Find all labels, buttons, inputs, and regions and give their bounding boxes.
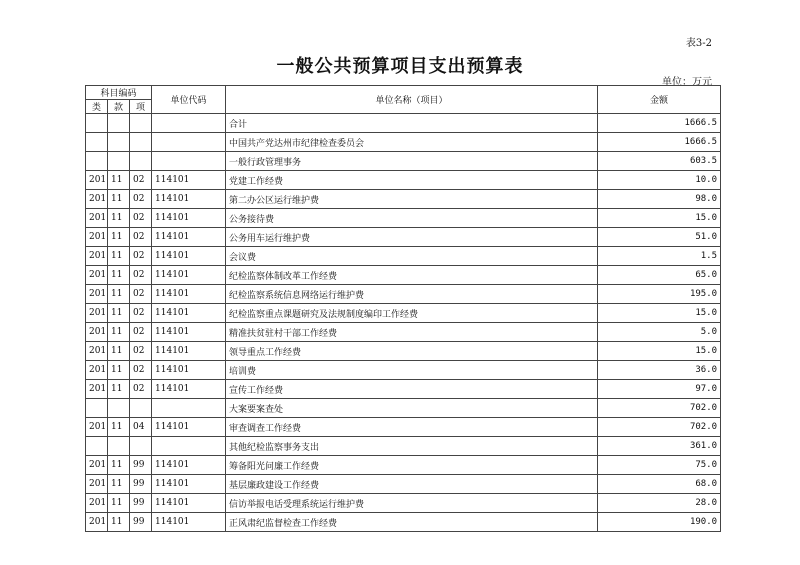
cell-unit-code: 114101: [152, 513, 226, 532]
cell-unit-code: 114101: [152, 228, 226, 247]
cell-amount: 97.0: [598, 380, 721, 399]
cell-xiang: 99: [130, 513, 152, 532]
cell-unit-code: [152, 437, 226, 456]
cell-xiang: 02: [130, 190, 152, 209]
table-row: [86, 380, 721, 399]
cell-unit-code: 114101: [152, 209, 226, 228]
cell-amount: 1.5: [598, 247, 721, 266]
cell-unit-code: 114101: [152, 342, 226, 361]
cell-unit-name: 精准扶贫驻村干部工作经费: [226, 323, 598, 342]
cell-amount: 28.0: [598, 494, 721, 513]
header-unit-name: 单位名称（项目）: [226, 86, 598, 114]
budget-table: [85, 85, 721, 532]
cell-unit-name: 党建工作经费: [226, 171, 598, 190]
cell-amount: 361.0: [598, 437, 721, 456]
table-number: 表3-2: [685, 38, 712, 49]
cell-xiang: 99: [130, 494, 152, 513]
header-lei: 类: [86, 100, 108, 114]
cell-amount: 15.0: [598, 342, 721, 361]
cell-xiang: 02: [130, 266, 152, 285]
cell-kuan: 11: [108, 475, 130, 494]
cell-xiang: 02: [130, 361, 152, 380]
table-row: [86, 209, 721, 228]
cell-unit-name: 合计: [226, 114, 598, 133]
table-row: [86, 190, 721, 209]
cell-unit-name: 公务接待费: [226, 209, 598, 228]
table-row: [86, 304, 721, 323]
cell-kuan: 11: [108, 494, 130, 513]
cell-unit-code: [152, 399, 226, 418]
cell-unit-name: 一般行政管理事务: [226, 152, 598, 171]
cell-unit-name: 纪检监察系统信息网络运行维护费: [226, 285, 598, 304]
cell-unit-name: 其他纪检监察事务支出: [226, 437, 598, 456]
cell-lei: 201: [86, 380, 108, 399]
table-row: [86, 285, 721, 304]
header-kuan: 款: [108, 100, 130, 114]
cell-kuan: 11: [108, 380, 130, 399]
cell-xiang: 02: [130, 209, 152, 228]
cell-lei: 201: [86, 494, 108, 513]
cell-amount: 1666.5: [598, 114, 721, 133]
cell-xiang: 02: [130, 342, 152, 361]
cell-unit-name: 第二办公区运行维护费: [226, 190, 598, 209]
cell-unit-code: 114101: [152, 361, 226, 380]
cell-kuan: 11: [108, 418, 130, 437]
cell-lei: 201: [86, 285, 108, 304]
cell-kuan: 11: [108, 247, 130, 266]
cell-lei: 201: [86, 190, 108, 209]
cell-lei: 201: [86, 361, 108, 380]
cell-kuan: 11: [108, 228, 130, 247]
cell-unit-name: 中国共产党达州市纪律检查委员会: [226, 133, 598, 152]
cell-amount: 702.0: [598, 418, 721, 437]
table-row: [86, 114, 721, 133]
cell-xiang: [130, 133, 152, 152]
table-row: [86, 228, 721, 247]
cell-kuan: 11: [108, 513, 130, 532]
table-row: [86, 133, 721, 152]
cell-unit-name: 培训费: [226, 361, 598, 380]
cell-unit-name: 正风肃纪监督检查工作经费: [226, 513, 598, 532]
cell-lei: [86, 152, 108, 171]
cell-kuan: 11: [108, 266, 130, 285]
cell-unit-name: 纪检监察体制改革工作经费: [226, 266, 598, 285]
table-row: [86, 152, 721, 171]
cell-amount: 1666.5: [598, 133, 721, 152]
header-unit-code: 单位代码: [152, 86, 226, 114]
cell-xiang: 02: [130, 228, 152, 247]
cell-kuan: [108, 399, 130, 418]
cell-kuan: 11: [108, 171, 130, 190]
cell-lei: 201: [86, 209, 108, 228]
cell-xiang: 04: [130, 418, 152, 437]
cell-xiang: 02: [130, 285, 152, 304]
cell-unit-name: 会议费: [226, 247, 598, 266]
cell-lei: 201: [86, 323, 108, 342]
cell-lei: [86, 399, 108, 418]
table-row: [86, 418, 721, 437]
table-row: [86, 437, 721, 456]
cell-lei: 201: [86, 247, 108, 266]
cell-lei: [86, 133, 108, 152]
page-title: 一般公共预算项目支出预算表: [276, 56, 524, 77]
cell-unit-code: 114101: [152, 494, 226, 513]
cell-lei: 201: [86, 456, 108, 475]
cell-amount: 68.0: [598, 475, 721, 494]
table-body: [86, 114, 721, 532]
cell-kuan: 11: [108, 190, 130, 209]
cell-kuan: 11: [108, 304, 130, 323]
cell-unit-code: 114101: [152, 190, 226, 209]
cell-unit-name: 信访举报电话受理系统运行维护费: [226, 494, 598, 513]
cell-xiang: [130, 114, 152, 133]
table-row: [86, 266, 721, 285]
cell-lei: 201: [86, 228, 108, 247]
cell-unit-code: 114101: [152, 323, 226, 342]
cell-lei: [86, 437, 108, 456]
table-row: [86, 342, 721, 361]
cell-amount: 702.0: [598, 399, 721, 418]
cell-amount: 98.0: [598, 190, 721, 209]
cell-kuan: [108, 437, 130, 456]
cell-xiang: 02: [130, 171, 152, 190]
cell-amount: 15.0: [598, 209, 721, 228]
cell-unit-name: 审查调查工作经费: [226, 418, 598, 437]
cell-unit-name: 基层廉政建设工作经费: [226, 475, 598, 494]
table-row: [86, 171, 721, 190]
cell-amount: 15.0: [598, 304, 721, 323]
cell-amount: 75.0: [598, 456, 721, 475]
cell-amount: 10.0: [598, 171, 721, 190]
unit-label: 单位：万元: [662, 77, 712, 88]
cell-lei: 201: [86, 475, 108, 494]
cell-unit-name: 领导重点工作经费: [226, 342, 598, 361]
cell-unit-name: 宣传工作经费: [226, 380, 598, 399]
cell-xiang: 02: [130, 304, 152, 323]
cell-unit-code: 114101: [152, 456, 226, 475]
cell-unit-code: [152, 152, 226, 171]
cell-xiang: 02: [130, 247, 152, 266]
cell-unit-code: 114101: [152, 304, 226, 323]
table-row: [86, 361, 721, 380]
cell-unit-name: 筹备阳光问廉工作经费: [226, 456, 598, 475]
table-row: [86, 513, 721, 532]
cell-lei: 201: [86, 513, 108, 532]
header-xiang: 项: [130, 100, 152, 114]
cell-kuan: [108, 152, 130, 171]
cell-unit-name: 纪检监察重点课题研究及法规制度编印工作经费: [226, 304, 598, 323]
cell-xiang: 02: [130, 323, 152, 342]
table-row: [86, 456, 721, 475]
cell-unit-name: 公务用车运行维护费: [226, 228, 598, 247]
cell-unit-code: [152, 114, 226, 133]
header-amount: 金额: [598, 86, 721, 114]
table-header: [86, 86, 721, 114]
cell-kuan: 11: [108, 456, 130, 475]
cell-amount: 195.0: [598, 285, 721, 304]
cell-xiang: [130, 399, 152, 418]
table-row: [86, 399, 721, 418]
cell-kuan: [108, 133, 130, 152]
header-subject-code: 科目编码: [86, 86, 152, 100]
cell-xiang: 99: [130, 475, 152, 494]
cell-amount: 603.5: [598, 152, 721, 171]
cell-xiang: [130, 152, 152, 171]
cell-unit-code: 114101: [152, 285, 226, 304]
cell-xiang: [130, 437, 152, 456]
cell-unit-code: 114101: [152, 171, 226, 190]
cell-kuan: 11: [108, 323, 130, 342]
cell-unit-code: [152, 133, 226, 152]
cell-xiang: 99: [130, 456, 152, 475]
cell-lei: 201: [86, 266, 108, 285]
cell-amount: 5.0: [598, 323, 721, 342]
cell-amount: 190.0: [598, 513, 721, 532]
table-row: [86, 323, 721, 342]
cell-unit-name: 大案要案查处: [226, 399, 598, 418]
cell-lei: 201: [86, 304, 108, 323]
table-row: [86, 494, 721, 513]
cell-lei: 201: [86, 171, 108, 190]
cell-unit-code: 114101: [152, 266, 226, 285]
cell-unit-code: 114101: [152, 475, 226, 494]
cell-amount: 51.0: [598, 228, 721, 247]
cell-unit-code: 114101: [152, 418, 226, 437]
cell-kuan: 11: [108, 342, 130, 361]
cell-kuan: 11: [108, 285, 130, 304]
cell-kuan: [108, 114, 130, 133]
cell-kuan: 11: [108, 361, 130, 380]
cell-unit-code: 114101: [152, 247, 226, 266]
table-row: [86, 475, 721, 494]
cell-amount: 36.0: [598, 361, 721, 380]
cell-unit-code: 114101: [152, 380, 226, 399]
cell-lei: 201: [86, 342, 108, 361]
cell-kuan: 11: [108, 209, 130, 228]
cell-lei: [86, 114, 108, 133]
cell-amount: 65.0: [598, 266, 721, 285]
cell-lei: 201: [86, 418, 108, 437]
table-row: [86, 247, 721, 266]
cell-xiang: 02: [130, 380, 152, 399]
